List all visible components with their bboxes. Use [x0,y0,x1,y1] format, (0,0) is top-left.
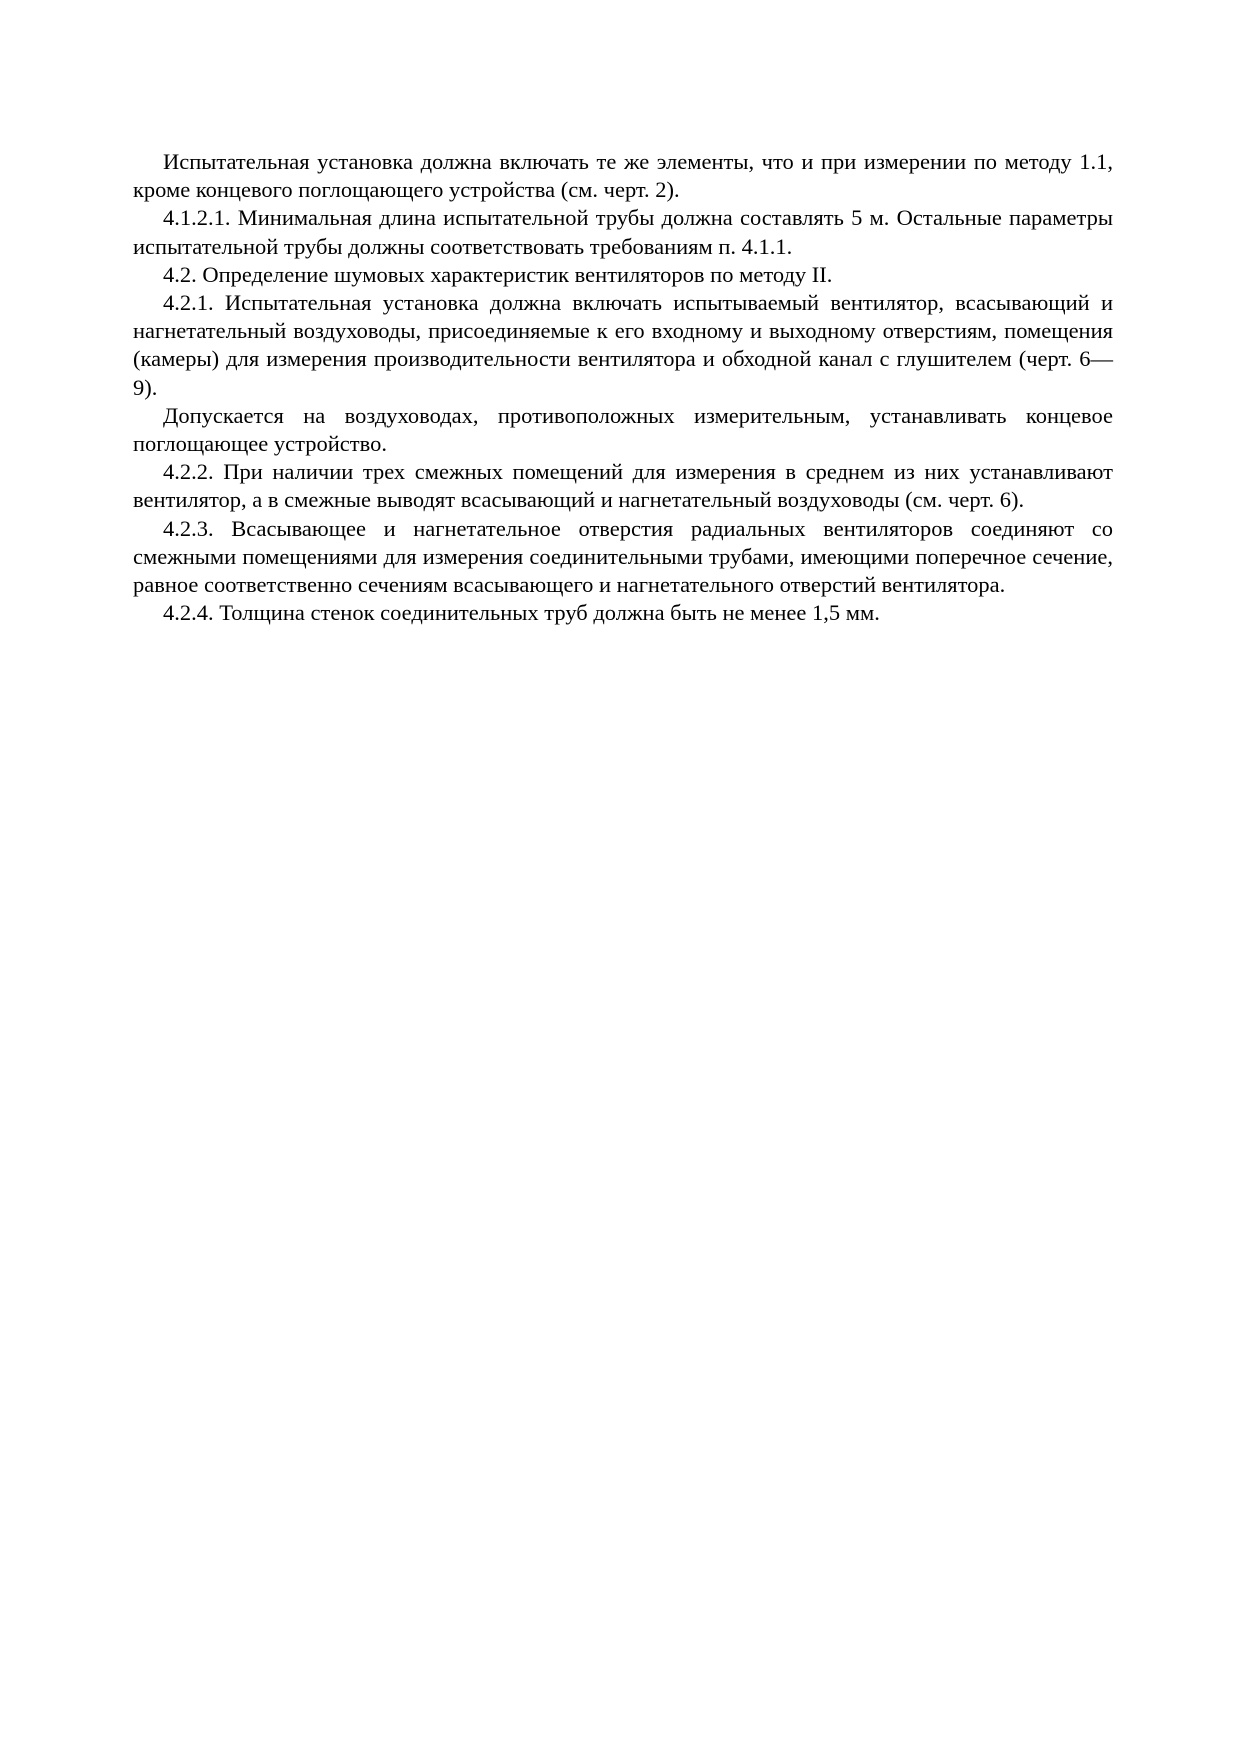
paragraph-4-2-4: 4.2.4. Толщина стенок соединительных труб должна быть не менее 1,5 мм. [163,600,880,626]
document-body [133,148,1113,627]
paragraph-allowance: Допускается на воздуховодах, противоположных измерительным, устанавливать концевое поглощающее устройство. [133,402,1113,457]
paragraph-test-setup: Испытательная установка должна включать те же элементы, что и при измерении по методу 1.1, кроме концевого поглощающего устройства (см. черт. 2). [133,149,1113,203]
paragraph-4-2-1: 4.2.1. Испытательная установка должна включать испытываемый вентилятор, всасывающий и нагнетательный воздуховоды, присоединяемые к его входному и выходному отверстиям, помещения (камеры) для измерения производительности вентилятора и обходной канал с глушителем (черт. 6—9). [133,290,1113,400]
paragraph-4-2: 4.2. Определение шумовых характеристик вентиляторов по методу II. [163,261,833,287]
paragraph-4-1-2-1: 4.1.2.1. Минимальная длина испытательной трубы должна составлять 5 м. Остальные параметры испытательной трубы должны соответствовать требованиям п. 4.1.1. [133,205,1113,259]
paragraph-4-2-2: 4.2.2. При наличии трех смежных помещений для измерения в среднем из них устанавливают вентилятор, а в смежные выводят всасывающий и нагнетательный воздуховоды (см. черт. 6). [133,459,1113,513]
paragraph-4-2-3: 4.2.3. Всасывающее и нагнетательное отверстия радиальных вентиляторов соединяют со смежными помещениями для измерения соединительными трубами, имеющими поперечное сечение, равное соответственно сечениям всасывающего и нагнетательного отверстий вентилятора. [133,515,1113,598]
